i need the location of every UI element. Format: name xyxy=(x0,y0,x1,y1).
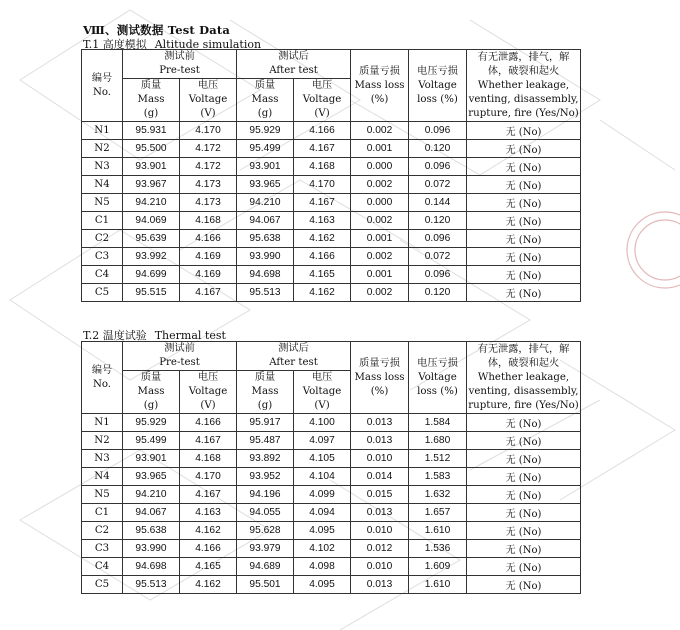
header-post-voltage: 电压 Voltage (V) xyxy=(294,79,351,122)
cell-no: C4 xyxy=(82,558,123,576)
cell-no: C5 xyxy=(82,576,123,594)
table-row xyxy=(82,522,581,540)
cell-voltage-loss: 0.096 xyxy=(409,158,467,176)
cell-mass-loss: 0.013 xyxy=(351,576,409,594)
cell-mass-loss: 0.000 xyxy=(351,158,409,176)
cell-post-mass: 93.952 xyxy=(237,468,294,486)
header-pre-voltage: 电压 Voltage (V) xyxy=(180,371,237,414)
cell-post-mass: 94.196 xyxy=(237,486,294,504)
cell-post-mass: 93.990 xyxy=(237,248,294,266)
cell-post-voltage: 4.170 xyxy=(294,176,351,194)
cell-pre-voltage: 4.172 xyxy=(180,158,237,176)
cell-pre-voltage: 4.166 xyxy=(180,414,237,432)
header-after-test: 测试后 After test xyxy=(237,342,351,371)
caption-cn: T.1 高度模拟 xyxy=(83,38,147,51)
cell-result: 无 (No) xyxy=(467,414,581,432)
altitude-simulation-table xyxy=(81,49,581,302)
cell-voltage-loss: 1.512 xyxy=(409,450,467,468)
table-row xyxy=(82,284,581,302)
table-row xyxy=(82,558,581,576)
cell-mass-loss: 0.002 xyxy=(351,284,409,302)
header-result: 有无泄露，排气，解 体，破裂和起火 Whether leakage, venting, disassembly, rupture, fire (Yes/No) xyxy=(467,342,581,414)
cell-no: N2 xyxy=(82,432,123,450)
cell-post-voltage: 4.095 xyxy=(294,522,351,540)
cell-voltage-loss: 0.120 xyxy=(409,212,467,230)
header-mass-loss: 质量亏损 Mass loss (%) xyxy=(351,342,409,414)
cell-result: 无 (No) xyxy=(467,158,581,176)
cell-no: N4 xyxy=(82,468,123,486)
cell-mass-loss: 0.013 xyxy=(351,432,409,450)
cell-result: 无 (No) xyxy=(467,450,581,468)
cell-pre-voltage: 4.173 xyxy=(180,176,237,194)
cell-pre-voltage: 4.170 xyxy=(180,122,237,140)
altitude-table-body xyxy=(82,122,581,302)
cell-pre-voltage: 4.170 xyxy=(180,468,237,486)
cell-pre-mass: 95.500 xyxy=(123,140,180,158)
cell-voltage-loss: 1.610 xyxy=(409,576,467,594)
cell-post-voltage: 4.095 xyxy=(294,576,351,594)
cell-post-voltage: 4.094 xyxy=(294,504,351,522)
header-no: 编号 No. xyxy=(82,50,123,122)
cell-pre-mass: 95.499 xyxy=(123,432,180,450)
cell-pre-mass: 94.699 xyxy=(123,266,180,284)
cell-result: 无 (No) xyxy=(467,558,581,576)
cell-pre-mass: 93.901 xyxy=(123,158,180,176)
cell-mass-loss: 0.013 xyxy=(351,414,409,432)
cell-post-voltage: 4.100 xyxy=(294,414,351,432)
cell-pre-voltage: 4.162 xyxy=(180,576,237,594)
cell-no: C2 xyxy=(82,230,123,248)
header-post-mass: 质量 Mass (g) xyxy=(237,371,294,414)
cell-voltage-loss: 1.536 xyxy=(409,540,467,558)
cell-mass-loss: 0.012 xyxy=(351,540,409,558)
cell-voltage-loss: 0.120 xyxy=(409,140,467,158)
cell-pre-mass: 95.929 xyxy=(123,414,180,432)
table-row xyxy=(82,266,581,284)
cell-post-mass: 94.689 xyxy=(237,558,294,576)
cell-voltage-loss: 0.072 xyxy=(409,176,467,194)
table-row xyxy=(82,486,581,504)
header-pre-test: 测试前 Pre-test xyxy=(123,342,237,371)
cell-post-mass: 95.638 xyxy=(237,230,294,248)
cell-no: N3 xyxy=(82,158,123,176)
cell-pre-voltage: 4.167 xyxy=(180,284,237,302)
cell-voltage-loss: 0.096 xyxy=(409,122,467,140)
cell-voltage-loss: 0.144 xyxy=(409,194,467,212)
cell-voltage-loss: 0.120 xyxy=(409,284,467,302)
section-heading: Ⅷ、测试数据 Test Data xyxy=(83,23,231,37)
table-row xyxy=(82,212,581,230)
cell-mass-loss: 0.015 xyxy=(351,486,409,504)
cell-pre-voltage: 4.166 xyxy=(180,540,237,558)
cell-voltage-loss: 0.072 xyxy=(409,248,467,266)
cell-voltage-loss: 1.584 xyxy=(409,414,467,432)
cell-no: C3 xyxy=(82,248,123,266)
cell-pre-mass: 95.639 xyxy=(123,230,180,248)
cell-mass-loss: 0.001 xyxy=(351,230,409,248)
cell-result: 无 (No) xyxy=(467,248,581,266)
caption-cn: T.2 温度试验 xyxy=(83,329,147,342)
cell-result: 无 (No) xyxy=(467,468,581,486)
header-pre-mass: 质量 Mass (g) xyxy=(123,79,180,122)
cell-pre-voltage: 4.169 xyxy=(180,266,237,284)
header-voltage-loss: 电压亏损 Voltage loss (%) xyxy=(409,342,467,414)
header-mass-loss: 质量亏损 Mass loss (%) xyxy=(351,50,409,122)
cell-mass-loss: 0.010 xyxy=(351,558,409,576)
table-row xyxy=(82,504,581,522)
table-row xyxy=(82,432,581,450)
cell-pre-mass: 94.698 xyxy=(123,558,180,576)
cell-post-mass: 95.513 xyxy=(237,284,294,302)
cell-mass-loss: 0.002 xyxy=(351,212,409,230)
cell-pre-mass: 94.067 xyxy=(123,504,180,522)
cell-pre-voltage: 4.167 xyxy=(180,432,237,450)
cell-post-voltage: 4.099 xyxy=(294,486,351,504)
table-row xyxy=(82,576,581,594)
cell-no: C1 xyxy=(82,504,123,522)
cell-pre-voltage: 4.163 xyxy=(180,504,237,522)
cell-post-voltage: 4.166 xyxy=(294,122,351,140)
table-row xyxy=(82,450,581,468)
cell-result: 无 (No) xyxy=(467,576,581,594)
cell-pre-voltage: 4.166 xyxy=(180,230,237,248)
cell-voltage-loss: 1.610 xyxy=(409,522,467,540)
cell-result: 无 (No) xyxy=(467,122,581,140)
table-row xyxy=(82,176,581,194)
table-row xyxy=(82,248,581,266)
thermal-test-table xyxy=(81,341,581,594)
cell-post-voltage: 4.168 xyxy=(294,158,351,176)
cell-no: C5 xyxy=(82,284,123,302)
cell-no: N5 xyxy=(82,486,123,504)
cell-post-voltage: 4.166 xyxy=(294,248,351,266)
cell-pre-mass: 94.069 xyxy=(123,212,180,230)
cell-no: C3 xyxy=(82,540,123,558)
cell-result: 无 (No) xyxy=(467,230,581,248)
cell-no: N4 xyxy=(82,176,123,194)
cell-pre-mass: 94.210 xyxy=(123,486,180,504)
cell-post-mass: 95.929 xyxy=(237,122,294,140)
cell-result: 无 (No) xyxy=(467,432,581,450)
cell-pre-mass: 93.990 xyxy=(123,540,180,558)
header-post-voltage: 电压 Voltage (V) xyxy=(294,371,351,414)
cell-mass-loss: 0.010 xyxy=(351,450,409,468)
cell-pre-mass: 93.901 xyxy=(123,450,180,468)
cell-voltage-loss: 1.632 xyxy=(409,486,467,504)
cell-post-mass: 94.055 xyxy=(237,504,294,522)
caption-en: Altitude simulation xyxy=(154,38,262,51)
cell-post-mass: 94.698 xyxy=(237,266,294,284)
cell-post-mass: 93.979 xyxy=(237,540,294,558)
cell-result: 无 (No) xyxy=(467,266,581,284)
cell-mass-loss: 0.002 xyxy=(351,248,409,266)
table-row xyxy=(82,158,581,176)
cell-pre-voltage: 4.168 xyxy=(180,450,237,468)
header-pre-mass: 质量 Mass (g) xyxy=(123,371,180,414)
cell-pre-mass: 93.967 xyxy=(123,176,180,194)
cell-post-mass: 93.901 xyxy=(237,158,294,176)
cell-voltage-loss: 1.657 xyxy=(409,504,467,522)
cell-voltage-loss: 1.680 xyxy=(409,432,467,450)
cell-result: 无 (No) xyxy=(467,176,581,194)
table-row xyxy=(82,414,581,432)
header-post-mass: 质量 Mass (g) xyxy=(237,79,294,122)
header-pre-test: 测试前 Pre-test xyxy=(123,50,237,79)
cell-pre-voltage: 4.165 xyxy=(180,558,237,576)
cell-no: N1 xyxy=(82,414,123,432)
table-row xyxy=(82,230,581,248)
table-row xyxy=(82,122,581,140)
cell-post-mass: 95.501 xyxy=(237,576,294,594)
table-row xyxy=(82,140,581,158)
cell-pre-mass: 94.210 xyxy=(123,194,180,212)
cell-pre-voltage: 4.169 xyxy=(180,248,237,266)
cell-pre-mass: 95.931 xyxy=(123,122,180,140)
cell-voltage-loss: 0.096 xyxy=(409,230,467,248)
cell-pre-voltage: 4.167 xyxy=(180,486,237,504)
cell-post-mass: 95.499 xyxy=(237,140,294,158)
cell-post-voltage: 4.102 xyxy=(294,540,351,558)
cell-no: C1 xyxy=(82,212,123,230)
cell-result: 无 (No) xyxy=(467,522,581,540)
cell-no: N5 xyxy=(82,194,123,212)
table-row xyxy=(82,540,581,558)
cell-post-mass: 94.210 xyxy=(237,194,294,212)
cell-result: 无 (No) xyxy=(467,284,581,302)
caption-en: Thermal test xyxy=(154,329,226,342)
cell-voltage-loss: 0.096 xyxy=(409,266,467,284)
cell-post-mass: 94.067 xyxy=(237,212,294,230)
cell-result: 无 (No) xyxy=(467,540,581,558)
cell-post-voltage: 4.162 xyxy=(294,230,351,248)
cell-mass-loss: 0.013 xyxy=(351,504,409,522)
cell-pre-voltage: 4.172 xyxy=(180,140,237,158)
cell-result: 无 (No) xyxy=(467,486,581,504)
cell-pre-mass: 95.513 xyxy=(123,576,180,594)
cell-pre-voltage: 4.162 xyxy=(180,522,237,540)
cell-post-mass: 95.628 xyxy=(237,522,294,540)
cell-post-voltage: 4.097 xyxy=(294,432,351,450)
cell-post-mass: 95.487 xyxy=(237,432,294,450)
header-voltage-loss: 电压亏损 Voltage loss (%) xyxy=(409,50,467,122)
cell-no: C4 xyxy=(82,266,123,284)
cell-mass-loss: 0.010 xyxy=(351,522,409,540)
cell-result: 无 (No) xyxy=(467,194,581,212)
cell-no: N3 xyxy=(82,450,123,468)
header-after-test: 测试后 After test xyxy=(237,50,351,79)
cell-mass-loss: 0.001 xyxy=(351,266,409,284)
cell-post-mass: 93.892 xyxy=(237,450,294,468)
table-row xyxy=(82,468,581,486)
cell-result: 无 (No) xyxy=(467,504,581,522)
cell-no: N2 xyxy=(82,140,123,158)
header-pre-voltage: 电压 Voltage (V) xyxy=(180,79,237,122)
cell-mass-loss: 0.002 xyxy=(351,176,409,194)
cell-post-mass: 93.965 xyxy=(237,176,294,194)
cell-no: C2 xyxy=(82,522,123,540)
cell-pre-mass: 95.515 xyxy=(123,284,180,302)
cell-pre-mass: 93.992 xyxy=(123,248,180,266)
cell-result: 无 (No) xyxy=(467,140,581,158)
cell-voltage-loss: 1.609 xyxy=(409,558,467,576)
table-row xyxy=(82,194,581,212)
cell-pre-mass: 93.965 xyxy=(123,468,180,486)
cell-mass-loss: 0.001 xyxy=(351,140,409,158)
cell-result: 无 (No) xyxy=(467,212,581,230)
cell-post-voltage: 4.105 xyxy=(294,450,351,468)
cell-post-voltage: 4.098 xyxy=(294,558,351,576)
cell-no: N1 xyxy=(82,122,123,140)
cell-pre-voltage: 4.173 xyxy=(180,194,237,212)
cell-voltage-loss: 1.583 xyxy=(409,468,467,486)
cell-post-voltage: 4.162 xyxy=(294,284,351,302)
cell-mass-loss: 0.000 xyxy=(351,194,409,212)
cell-post-mass: 95.917 xyxy=(237,414,294,432)
header-no: 编号 No. xyxy=(82,342,123,414)
thermal-table-body xyxy=(82,414,581,594)
header-result: 有无泄露，排气，解 体，破裂和起火 Whether leakage, venting, disassembly, rupture, fire (Yes/No) xyxy=(467,50,581,122)
cell-post-voltage: 4.163 xyxy=(294,212,351,230)
cell-pre-mass: 95.638 xyxy=(123,522,180,540)
cell-post-voltage: 4.167 xyxy=(294,140,351,158)
cell-mass-loss: 0.014 xyxy=(351,468,409,486)
cell-post-voltage: 4.165 xyxy=(294,266,351,284)
cell-mass-loss: 0.002 xyxy=(351,122,409,140)
cell-post-voltage: 4.167 xyxy=(294,194,351,212)
cell-post-voltage: 4.104 xyxy=(294,468,351,486)
cell-pre-voltage: 4.168 xyxy=(180,212,237,230)
